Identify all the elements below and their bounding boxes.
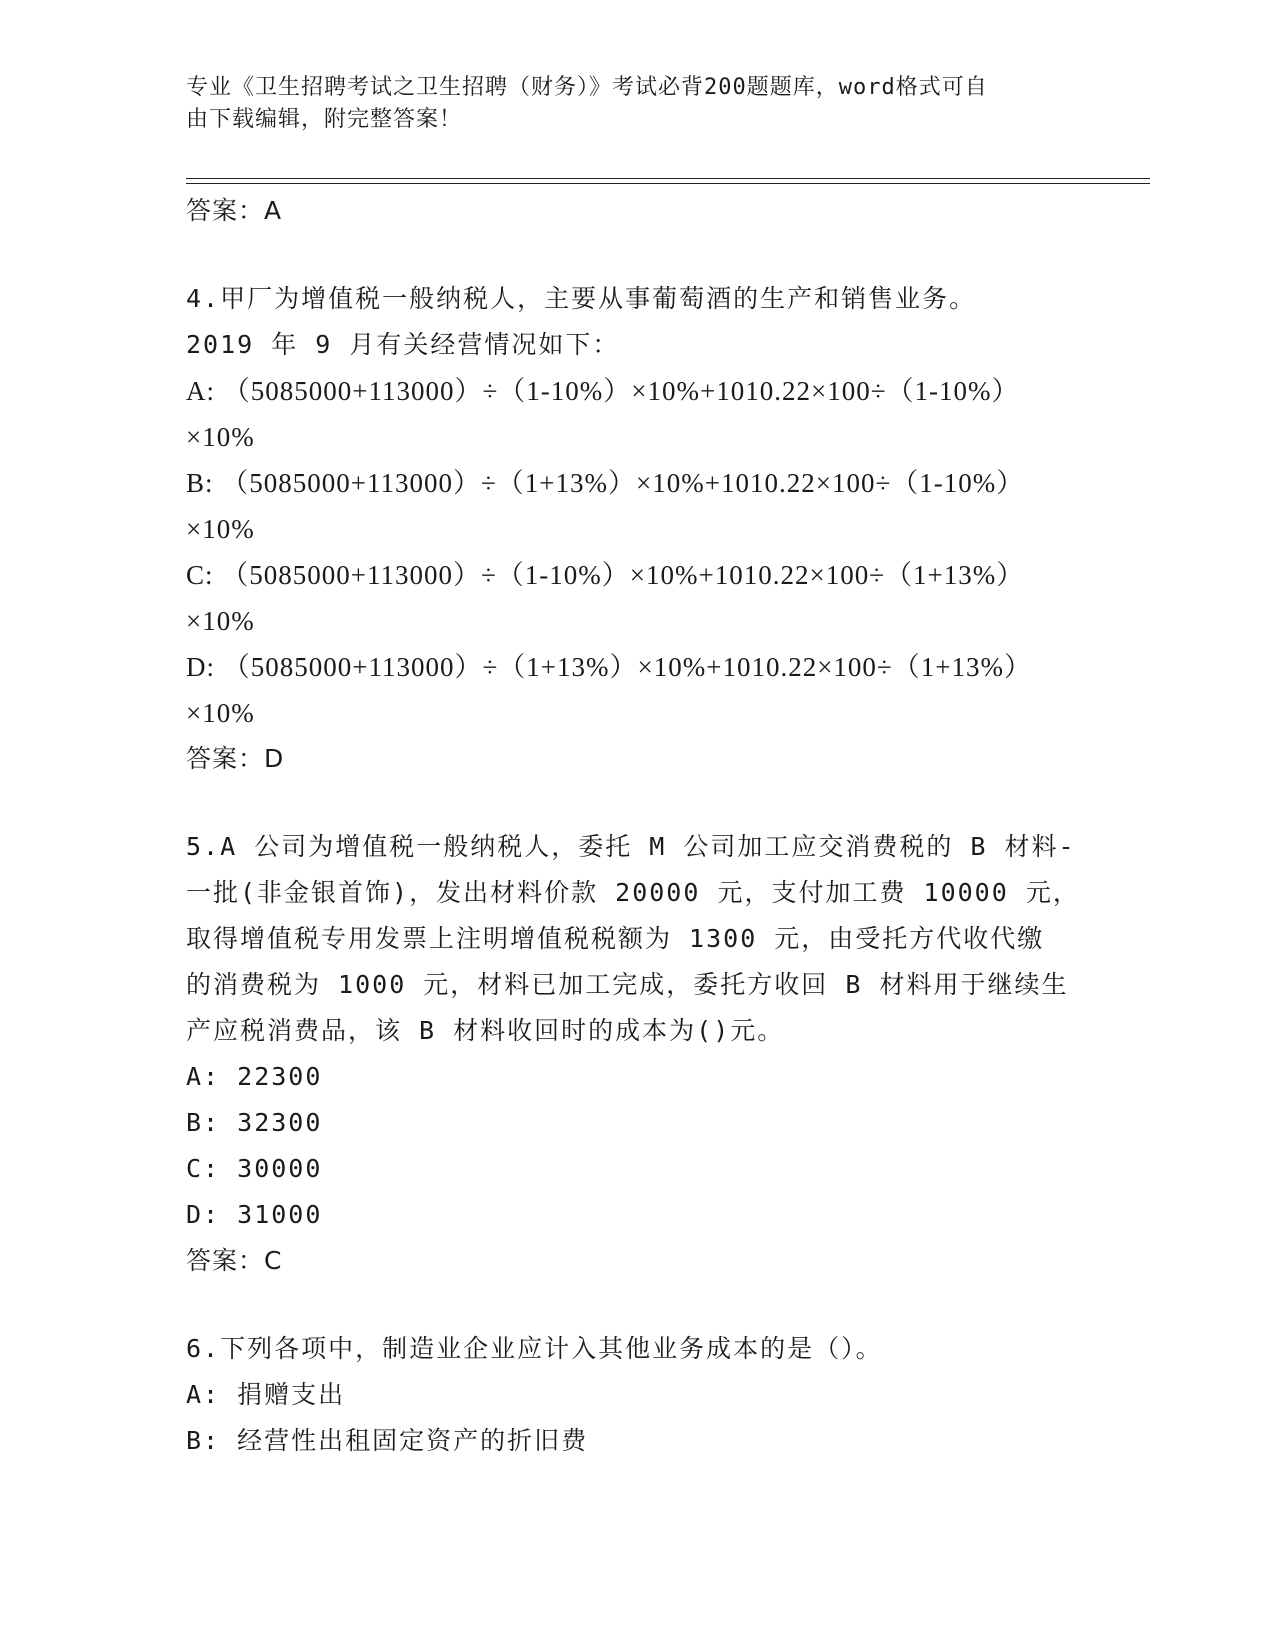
question-5-stem-line-1: 5.A 公司为增值税一般纳税人，委托 M 公司加工应交消费税的 B 材料- [186,832,1076,861]
question-4-option-c: C: （5085000+113000）÷（1-10%）×10%+1010.22×100÷（1+13%） [186,560,1025,590]
question-4-stem-line-1: 4.甲厂为增值税一般纳税人，主要从事葡萄酒的生产和销售业务。 [186,284,977,313]
document-header [186,72,1066,136]
question-4-option-a: A: （5085000+113000）÷（1-10%）×10%+1010.22×100÷（1-10%） [186,376,1020,406]
question-5-option-b: B: 32300 [186,1108,323,1137]
document-body [186,188,1086,1464]
question-4-stem-line-2: 2019 年 9 月有关经营情况如下： [186,330,620,359]
question-6-option-b: B: 经营性出租固定资产的折旧费 [186,1426,589,1455]
question-5-stem-line-2: 一批(非金银首饰)，发出材料价款 20000 元，支付加工费 10000 元， [186,878,1080,907]
spacer [186,782,1086,824]
question-6-option-a: A: 捐赠支出 [186,1380,346,1409]
question-4-option-a-cont: ×10% [186,422,255,452]
question-5-option-d: D: 31000 [186,1200,323,1229]
header-line-2: 由下载编辑，附完整答案！ [186,107,463,132]
question-6-stem-line-1: 6.下列各项中，制造业企业应计入其他业务成本的是（）。 [186,1334,883,1363]
spacer [186,234,1086,276]
question-4-option-b-cont: ×10% [186,514,255,544]
question-5-answer: 答案：C [186,1246,283,1275]
question-5-stem-line-3: 取得增值税专用发票上注明增值税税额为 1300 元，由受托方代收代缴 [186,924,1045,953]
header-line-1: 专业《卫生招聘考试之卫生招聘（财务）》考试必背200题题库，word格式可自 [186,75,988,100]
question-5-option-c: C: 30000 [186,1154,323,1183]
question-4-option-d-cont: ×10% [186,698,255,728]
header-divider-bottom [186,183,1150,184]
question-6 [186,1326,1086,1464]
question-5-option-a: A: 22300 [186,1062,323,1091]
question-5 [186,824,1086,1284]
question-5-stem-line-4: 的消费税为 1000 元，材料已加工完成，委托方收回 B 材料用于继续生 [186,970,1069,999]
previous-answer: 答案：A [186,196,283,225]
header-divider-top [186,178,1150,179]
spacer [186,1284,1086,1326]
question-4-option-c-cont: ×10% [186,606,255,636]
question-4-answer: 答案：D [186,744,285,773]
question-4-option-b: B: （5085000+113000）÷（1+13%）×10%+1010.22×100÷（1-10%） [186,468,1025,498]
question-4-option-d: D: （5085000+113000）÷（1+13%）×10%+1010.22×100÷（1+13%） [186,652,1032,682]
question-4 [186,276,1086,782]
question-5-stem-line-5: 产应税消费品，该 B 材料收回时的成本为()元。 [186,1016,785,1045]
